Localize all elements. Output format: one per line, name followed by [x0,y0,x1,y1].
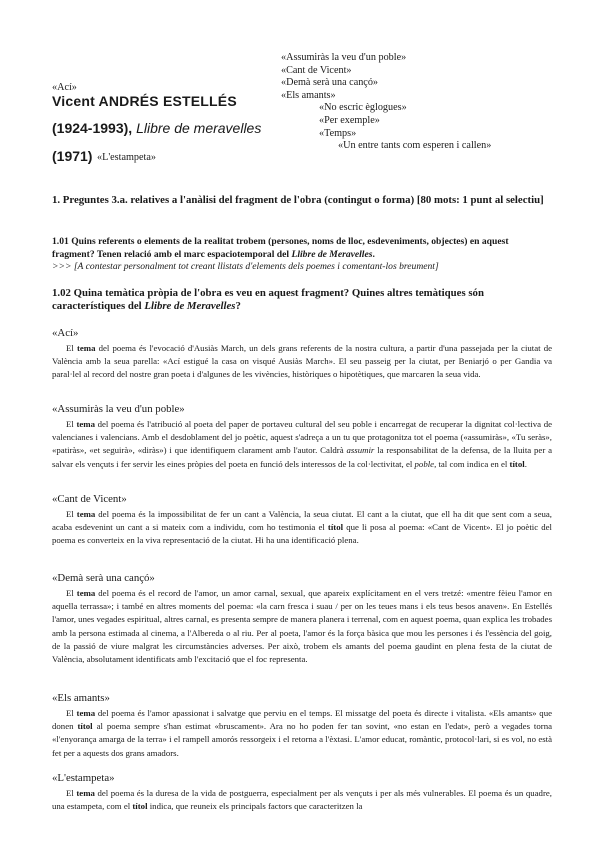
keyword: tema [76,708,96,718]
poem-list-item: «No escric èglogues» [319,102,407,114]
section-title: «L'estampeta» [52,772,115,784]
keyword: títol [77,721,93,732]
poem-list-item: «Assumiràs la veu d'un poble» [281,52,407,63]
section-dema [52,572,552,666]
section-title: «Cant de Vicent» [52,493,127,505]
question-1-01-text: 1.01 Quins referents o elements de la realitat trobem (persones, noms de lloc, esdeveniments, objectes) en aquest fragment? Tenen relació amb el marc espaciotemporal del [52,236,509,260]
question-1-01-end: . [372,248,375,260]
book-title: Llibre de meravelles [136,120,262,136]
keyword: tema [76,419,95,429]
poem-list-item: «Els amants» [281,89,336,101]
section-title: «Els amants» [52,692,110,704]
text-run: El [66,588,74,598]
text-run: del poema és la impossibilitat de fer un cant a València, la seua ciutat. El cant a la ciutat, que ell ha dit que sent com a seua, acaba esdevenint un cant a si mateix com a individu, com ho testimonia el [52,509,552,533]
question-1-02-book: Llibre de Meravelles [144,300,236,313]
section-assumiras [52,403,552,471]
text-run: El [66,419,74,429]
text-run: del poema és l'evocació d'Ausiàs March, un dels grans referents de la nostra cultura, a partir d'una passejada per la ciutat de València amb la seua parella: «Ací estigué la casa on visqué Ausiàs March». El seu passeig per la ciutat, per Beniarjó o per Gandia va paral·lel al record del nostre gran poeta i d'algunes de les vivències, històriques o hipotètiques, que marcaren la seua vida. [52,343,552,380]
text-run: que li posa al poema: «Cant de Vicent». El jo poètic del poema es converteix en la viva representació de la ciutat. Hi ha una identificació plena. [52,522,552,546]
section-title: «Demà serà una cançó» [52,572,155,584]
question-1-02-text: 1.02 Quina temàtica pròpia de l'obra es veu en aquest fragment? Quines altres temàtiques són característiques del [52,287,484,313]
section-estampeta [52,772,552,813]
text-run: la responsabilitat de la defensa, de la lluita per a salvar els vençuts i fer servir les eines pròpies del poeta en funció dels interessos de la col·lectivitat, el [52,445,552,469]
section-title: «Assumiràs la veu d'un poble» [52,403,185,415]
keyword: tema [76,509,96,519]
keyword: títol [327,522,344,533]
question-1-01-note: >>> [A contestar personalment tot creant llistats d'elements dels poemes i comentant-los breument] [52,261,439,272]
poem-list-item: «Per exemple» [319,114,380,126]
keyword: títol [509,458,525,469]
question-1: 1. Preguntes 3.a. relatives a l'anàlisi del fragment de l'obra (contingut o forma) [80 mots: 1 punt al selectiu] [52,194,544,206]
section-body [52,587,552,666]
author-name: Vicent ANDRÉS ESTELLÉS [52,93,237,109]
text-run: El [66,343,74,353]
emphasis: poble [414,458,435,469]
text-run: del poema és la duresa de la vida de postguerra, especialment per als vençuts i per als més vulnerables. El poema és un quadre, una estampeta, com el [52,788,552,812]
poem-list-item: «Un entre tants com esperen i callen» [338,140,492,152]
section-body [52,787,552,813]
question-1-02-end: ? [235,300,241,313]
section-cant-de-vicent [52,493,552,548]
text-run: del poema és el record de l'amor, un amor carnal, sexual, que apareix explícitament en el vers tretzé: «mentre fèieu l'amor en aquella terrassa»; i també en altres moments del poema: «la carn fresca i suau / per on les teues mans i els teus besos anaven». En Estellés l'amor, unes vegades espiritual, altres carnal, es presenta sempre de manera planera i terrenal, com en aquest poema, quan explica les trobades amb la persona estimada al cinema, a l'Albereda o al riu. Per al poeta, l'amor és la força bàsica que mou les persones i és l'essència del goig, de la passió de viure malgrat les circumstàncies adverses. Per això, trobem els amants del poema gaudint en plena festa de la ciutat de València, absolutament identificats amb l'excitació que el foc representa. [52,588,553,665]
question-1-01 [52,236,552,261]
text-run: . [524,458,527,469]
text-run: El [66,788,74,798]
section-body [52,342,552,382]
section-body [52,707,552,760]
text-run: al poema sempre s'han estimat «bruscament». Ara no ho poden fer tan sovint, «no estan en l'edat», però a vegades torna «l'enyorança amarga de la terra» i el rampell amorós ressorgeix i el retorna a l'èxtasi. L'amor educat, romàntic, protocol·lari, si es vol, no està fet per a aquests dos grans amadors. [52,721,553,758]
author-years-book [52,120,261,136]
keyword: tema [76,343,96,353]
publication-year: (1971) [52,148,93,164]
text-run: El [66,708,74,718]
text-run: indica, que reuneix els principals factors que caracteritzen la [149,801,363,812]
section-aci [52,327,552,382]
poem-list-item: «Demà serà una cançó» [281,77,379,89]
poem-list-item: «Cant de Vicent» [281,64,352,76]
keyword: tema [76,588,96,598]
poem-list [281,52,491,153]
text-run: El [66,509,74,519]
keyword: tema [76,788,95,798]
text-run: del poema és l'amor apassionat i salvatge que perviu en el temps. El missatge del poeta és directe i vitalista. «Els amants» que donen [52,708,552,732]
keyword: títol [132,801,148,812]
header-aci: «Ací» [52,82,77,93]
header-estampeta: «L'estampeta» [97,152,156,163]
section-body [52,418,552,471]
question-1-01-book: Llibre de Meravelles [291,248,373,260]
question-1-02 [52,287,552,314]
text-run: del poema és l'atribució al poeta del paper de portaveu cultural del seu poble i encarregat de recuperar la dignitat col·lectiva de valencianes i valencians. Amb el desdoblament del jo poètic, aquest s'adreça a un tu que protagonitza tot el poema («assumiràs», «Tu seràs», «patiràs», «et seguirà», «diràs») i que identifiquem clarament amb l'autor. Caldrà [52,419,552,456]
text-run: , tal com indica en el [434,458,508,469]
author-years: (1924-1993), [52,120,133,136]
section-title: «Ací» [52,327,79,339]
poem-list-item: «Temps» [319,127,357,139]
section-els-amants [52,692,552,760]
section-body [52,508,552,548]
emphasis: assumir [346,445,375,456]
